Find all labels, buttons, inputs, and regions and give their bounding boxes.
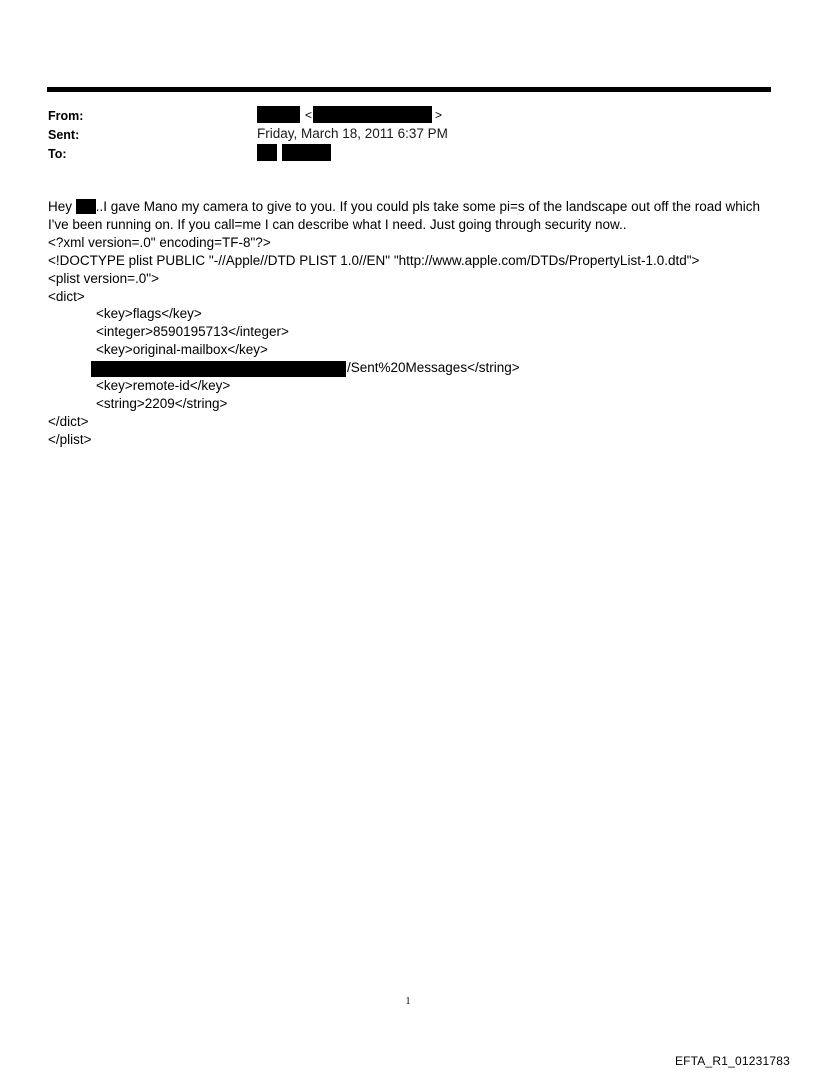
from-name-redaction [257, 106, 300, 123]
remote-id-string: <string>2209</string> [96, 396, 228, 411]
mailbox-string-redaction [91, 361, 346, 377]
message-line-2: I've been running on. If you call=me I can describe what I need. Just going through security now.. [48, 217, 627, 232]
message-line-1 [48, 198, 760, 216]
from-open-bracket: < [305, 108, 313, 122]
bates-number: EFTA_R1_01231783 [674, 1054, 790, 1068]
mailbox-key: <key>original-mailbox</key> [96, 342, 268, 357]
from-close-bracket: > [435, 108, 443, 122]
to-redaction-2 [282, 144, 331, 161]
flags-integer: <integer>8590195713</integer> [96, 324, 289, 339]
dict-close: </dict> [48, 414, 89, 429]
mailbox-string-tail: /Sent%20Messages</string> [347, 360, 520, 375]
from-label: From: [48, 109, 84, 123]
sent-value: Friday, March 18, 2011 6:37 PM [257, 126, 448, 141]
flags-key: <key>flags</key> [96, 306, 202, 321]
plist-open: <plist version=.0"> [48, 271, 159, 286]
greeting-text: Hey [48, 199, 76, 214]
message-text: ..I gave Mano my camera to give to you. If you could pls take some pi=s of the landscape out off the road which [95, 199, 761, 214]
recipient-name-redaction [76, 199, 96, 214]
page-number: 1 [405, 996, 411, 1007]
doctype-line: <!DOCTYPE plist PUBLIC "-//Apple//DTD PLIST 1.0//EN" "http://www.apple.com/DTDs/PropertyList-1.0.dtd"> [48, 253, 700, 268]
header-rule [47, 87, 771, 92]
sent-label: Sent: [48, 128, 80, 142]
xml-declaration: <?xml version=.0" encoding=TF-8"?> [48, 235, 271, 250]
dict-open: <dict> [48, 289, 85, 304]
plist-close: </plist> [48, 432, 92, 447]
remote-id-key: <key>remote-id</key> [96, 378, 231, 393]
to-label: To: [48, 147, 67, 161]
to-redaction-1 [257, 144, 277, 161]
from-email-redaction [313, 106, 432, 123]
